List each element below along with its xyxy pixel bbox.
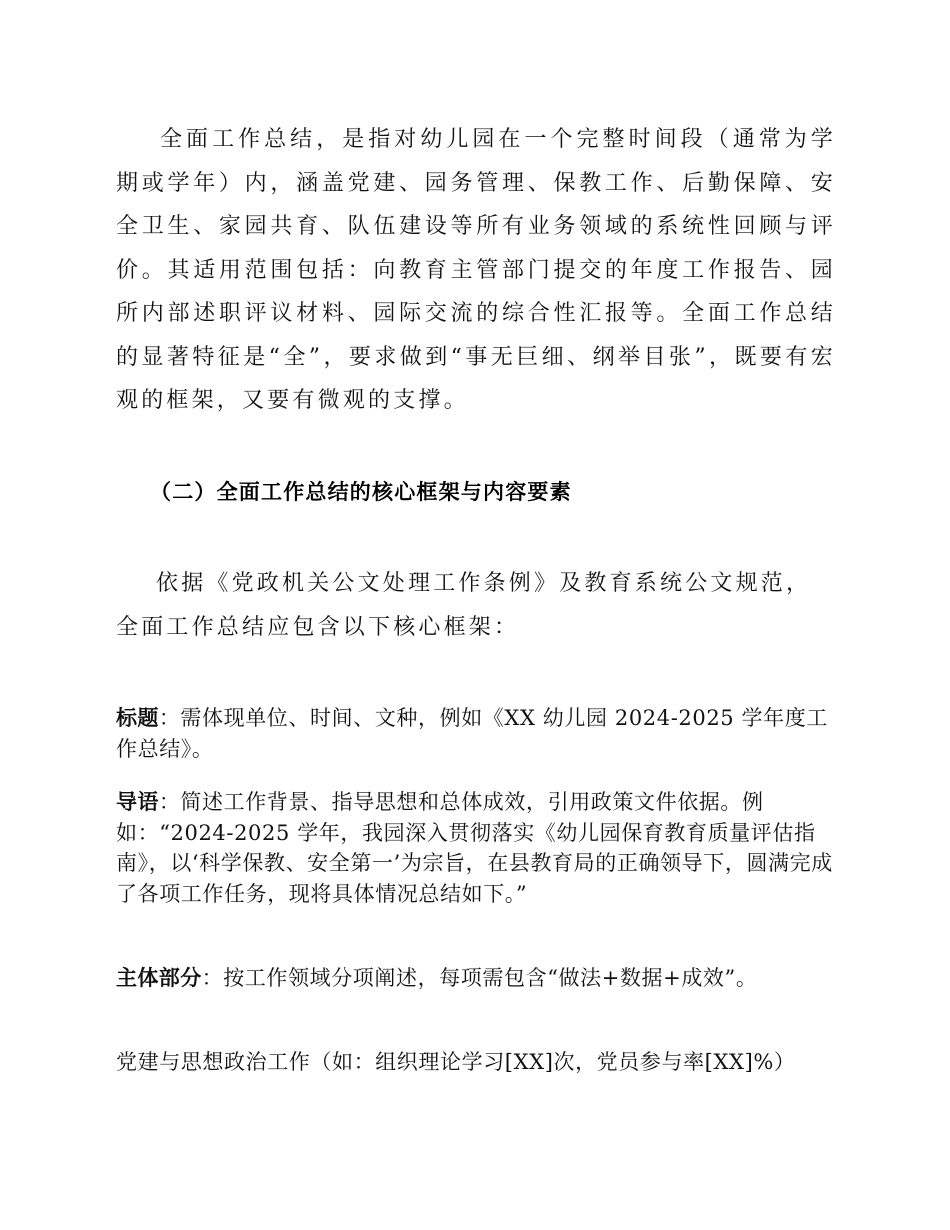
item-title <box>116 703 838 764</box>
item-party-work: 党建与思想政治工作（如：组织理论学习[XX]次，党员参与率[XX]%） <box>116 1050 796 1074</box>
section-heading: （二）全面工作总结的核心框架与内容要素 <box>150 480 572 504</box>
item-body-text: ：按工作领域分项阐述，每项需包含“做法+数据+成效”。 <box>201 966 758 990</box>
item-body <box>116 963 838 994</box>
framework-paragraph: 依据《党政机关公文处理工作条例》及教育系统公文规范，全面工作总结应包含以下核心框架： <box>116 571 812 640</box>
item-intro-label: 导语 <box>116 790 159 814</box>
item-intro <box>116 787 838 909</box>
item-title-text: ：需体现单位、时间、文种，例如《XX 幼儿园 2024-2025 学年度工作总结》。 <box>116 706 828 761</box>
item-intro-text: ：简述工作背景、指导思想和总体成效，引用政策文件依据。例如：“2024-2025 学年，我园深入贯彻落实《幼儿园保育教育质量评估指南》，以‘科学保教、安全第一’为宗旨，在县教育局的正确领导下，圆满完成了各项工作任务，现将具体情况总结如下。” <box>116 790 833 906</box>
item-body-label: 主体部分 <box>116 966 202 990</box>
item-title-label: 标题 <box>116 706 159 730</box>
intro-paragraph: 全面工作总结，是指对幼儿园在一个完整时间段（通常为学期或学年）内，涵盖党建、园务管理、保教工作、后勤保障、安全卫生、家园共育、队伍建设等所有业务领域的系统性回顾与评价。其适用范围包括：向教育主管部门提交的年度工作报告、园所内部述职评议材料、园际交流的综合性汇报等。全面工作总结的显著特征是“全”，要求做到“事无巨细、纲举目张”，既要有宏观的框架，又要有微观的支撑。 <box>116 127 836 413</box>
